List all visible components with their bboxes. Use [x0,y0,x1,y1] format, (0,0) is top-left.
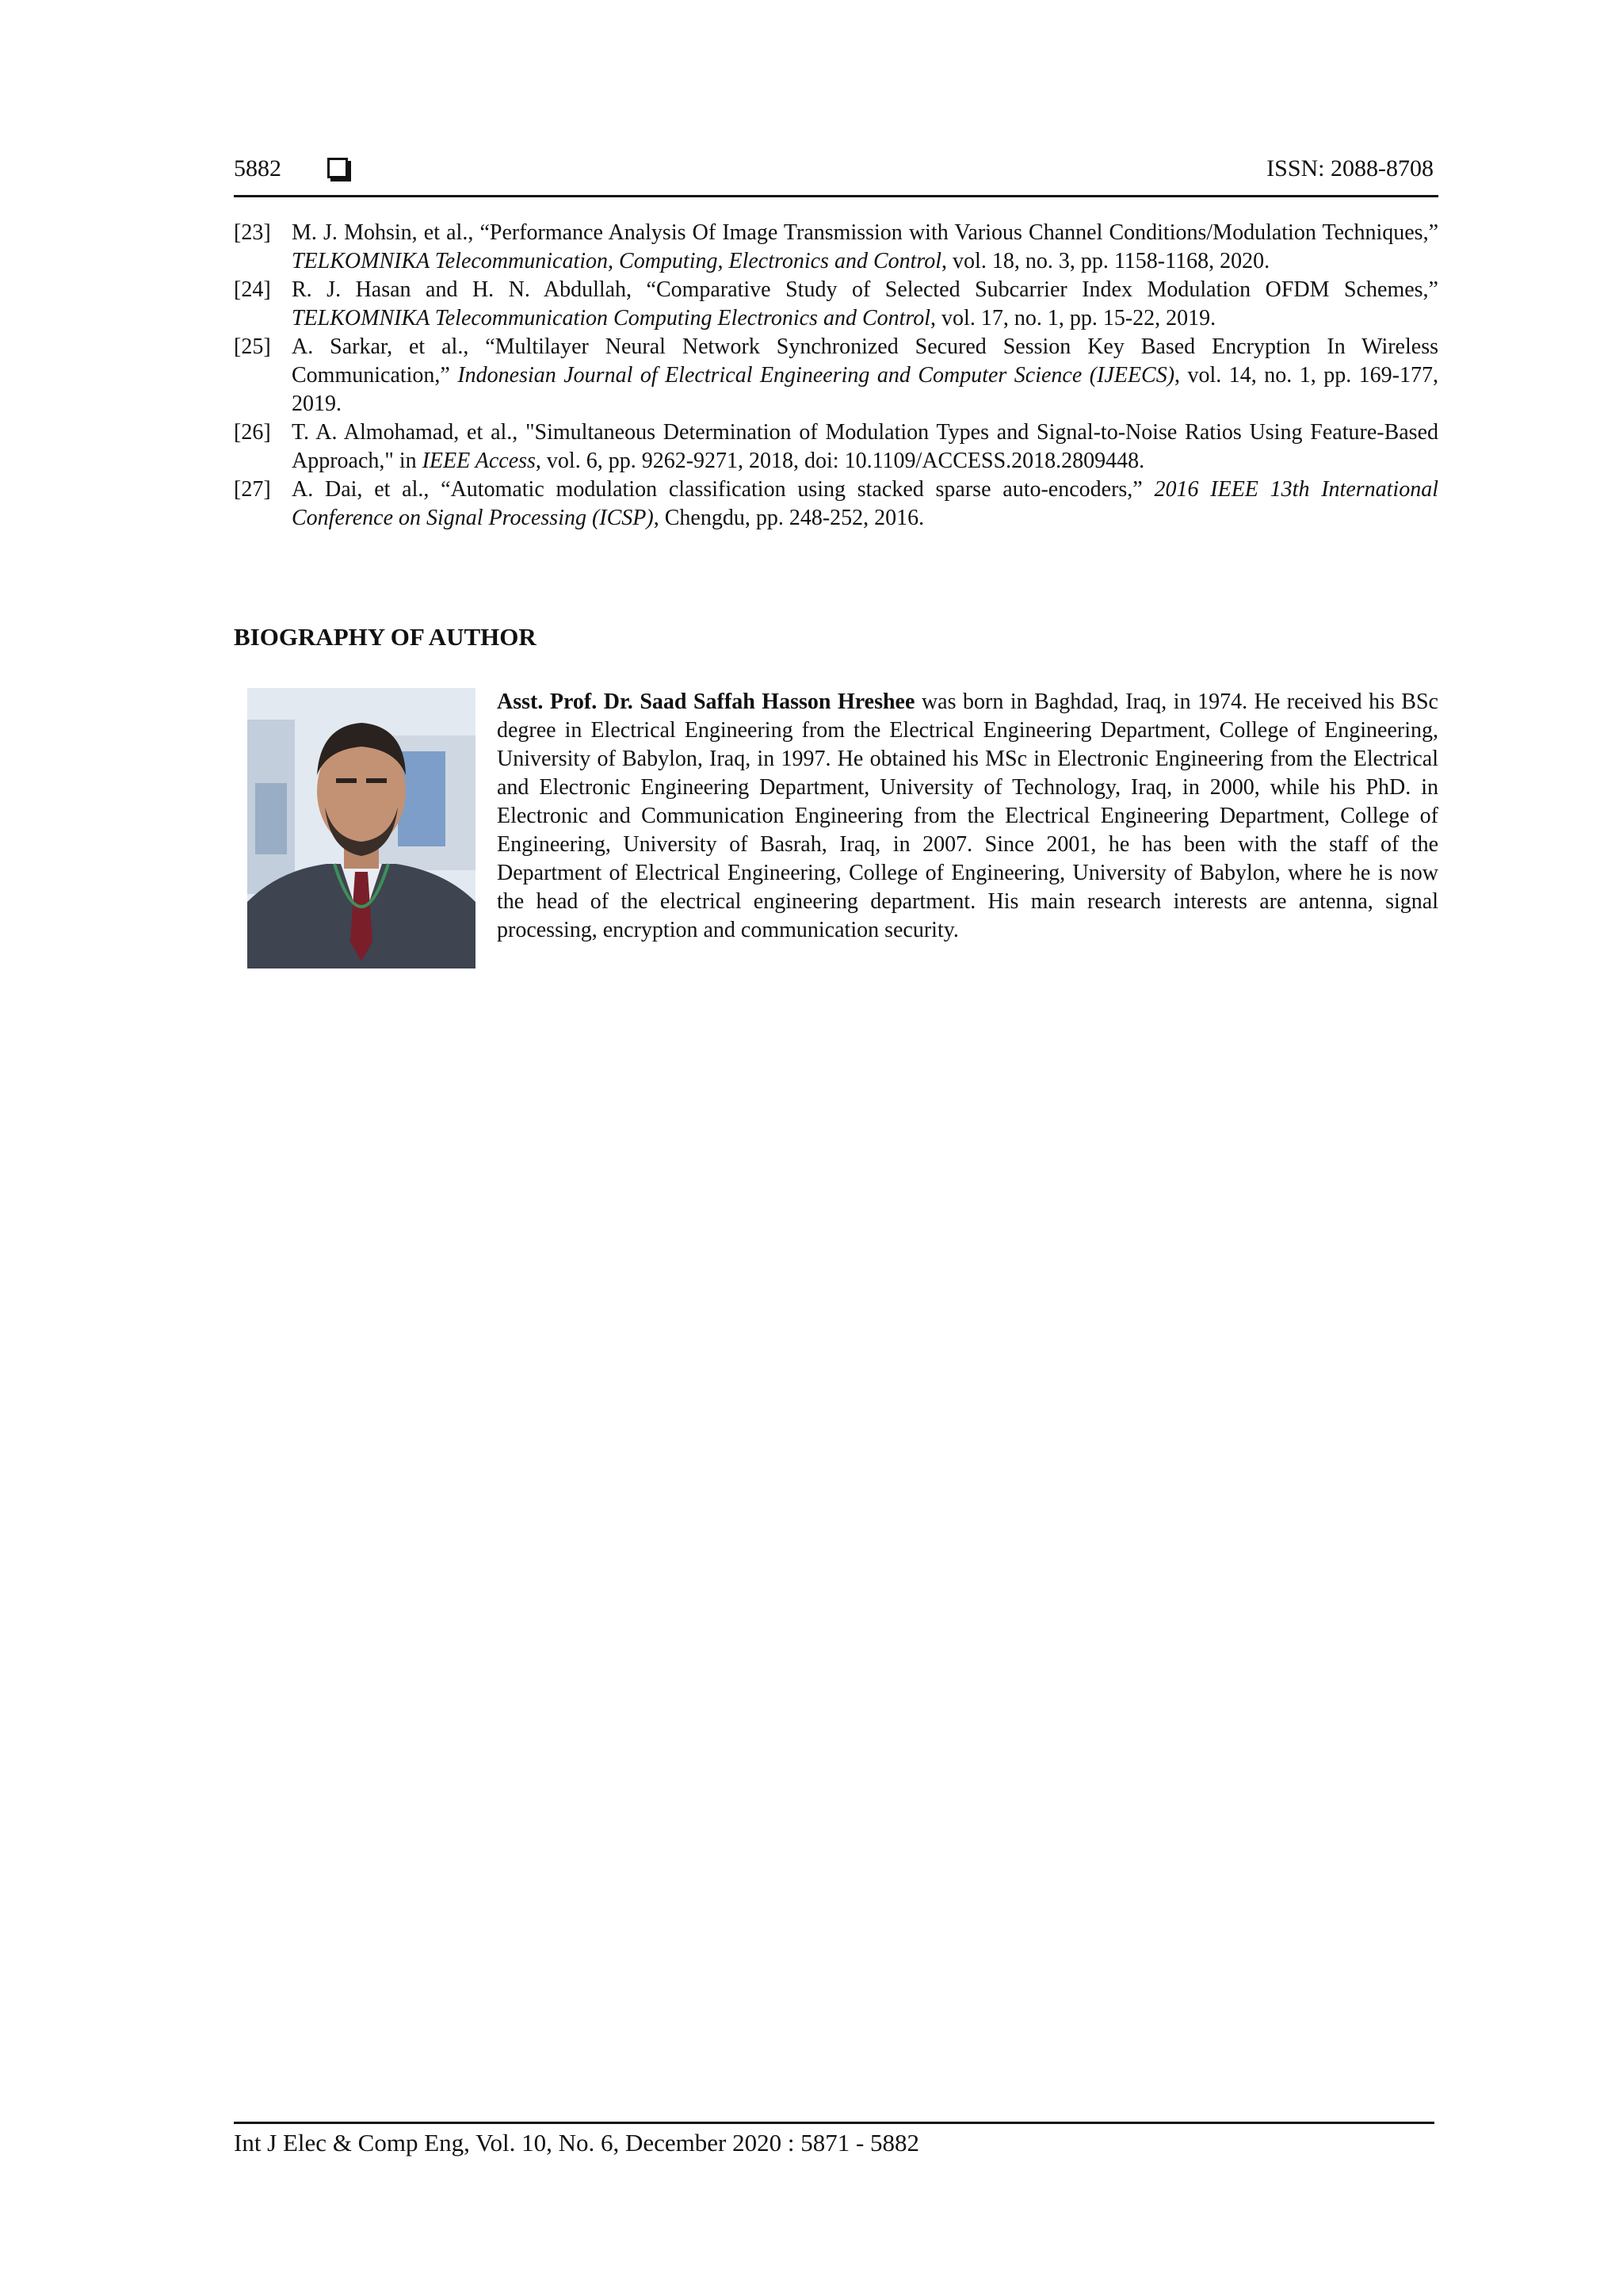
reference-number: [24] [234,277,271,302]
reference-venue: Indonesian Journal of Electrical Engineering and Computer Science (IJEECS) [457,363,1175,388]
biography-text [497,688,1438,945]
reference-item [234,418,1438,476]
reference-details: , Chengdu, pp. 248-252, 2016. [653,506,925,530]
page-footer: Int J Elec & Comp Eng, Vol. 10, No. 6, December 2020 : 5871 - 5882 [234,2122,1434,2157]
reference-number: [27] [234,477,271,502]
reference-text: R. J. Hasan and H. N. Abdullah, “Comparative Study of Selected Subcarrier Index Modulation OFDM Schemes,” [292,277,1438,302]
reference-number: [25] [234,334,271,359]
reference-venue: TELKOMNIKA Telecommunication, Computing, Electronics and Control [292,249,942,273]
reference-list [234,219,1438,533]
issn-label: ISSN: 2088-8708 [1266,155,1434,181]
reference-details: , vol. 18, no. 3, pp. 1158-1168, 2020. [941,249,1270,273]
page-header [234,155,1438,197]
reference-venue: TELKOMNIKA Telecommunication Computing Electronics and Control [292,306,931,330]
biography-body: was born in Baghdad, Iraq, in 1974. He received his BSc degree in Electrical Engineering from the Electrical Engineering Department, College of Engineering, University of Babylon, Iraq, in 1997. He obtained his MSc in Electronic Engineering from the Electrical and Electronic Engineering Department, University of Technology, Iraq, in 2000, while his PhD. in Electronic and Communication Engineering from the Electrical Engineering Department, College of Engineering, University of Basrah, Iraq, in 2007. Since 2001, he has been with the staff of the Department of Electrical Engineering, College of Engineering, University of Babylon, where he is now the head of the electrical engineering department. His main research interests are antenna, signal processing, encryption and communication security. [497,690,1438,942]
reference-number: [23] [234,220,271,245]
reference-details: , vol. 17, no. 1, pp. 15-22, 2019. [930,306,1216,330]
box-outline-icon [327,158,348,178]
reference-venue: 2016 IEEE 13th International Conference on Signal Processing (ICSP) [292,477,1438,530]
page-number: 5882 [234,155,281,181]
reference-text: M. J. Mohsin, et al., “Performance Analysis Of Image Transmission with Various Channel Conditions/Modulation Techniques,” [292,220,1438,245]
reference-text: A. Dai, et al., “Automatic modulation classification using stacked sparse auto-encoders,” [292,477,1155,502]
reference-number: [26] [234,420,271,445]
author-name: Asst. Prof. Dr. Saad Saffah Hasson Hreshee [497,690,915,714]
reference-venue: IEEE Access [422,449,536,473]
reference-item [234,333,1438,418]
biography-heading: BIOGRAPHY OF AUTHOR [234,623,537,651]
reference-text: T. A. Almohamad, et al., "Simultaneous Determination of Modulation Types and Signal-to-Noise Ratios Using Feature-Based Approach," in [292,420,1438,473]
author-photo [247,688,475,968]
reference-item [234,219,1438,276]
reference-details: , vol. 6, pp. 9262-9271, 2018, doi: 10.1109/ACCESS.2018.2809448. [535,449,1145,473]
reference-details: , vol. 14, no. 1, pp. 169-177, 2019. [292,363,1439,416]
reference-text: A. Sarkar, et al., “Multilayer Neural Network Synchronized Secured Session Key Based Encryption In Wireless Communication,” [292,334,1438,388]
reference-item [234,276,1438,333]
reference-item [234,476,1438,533]
